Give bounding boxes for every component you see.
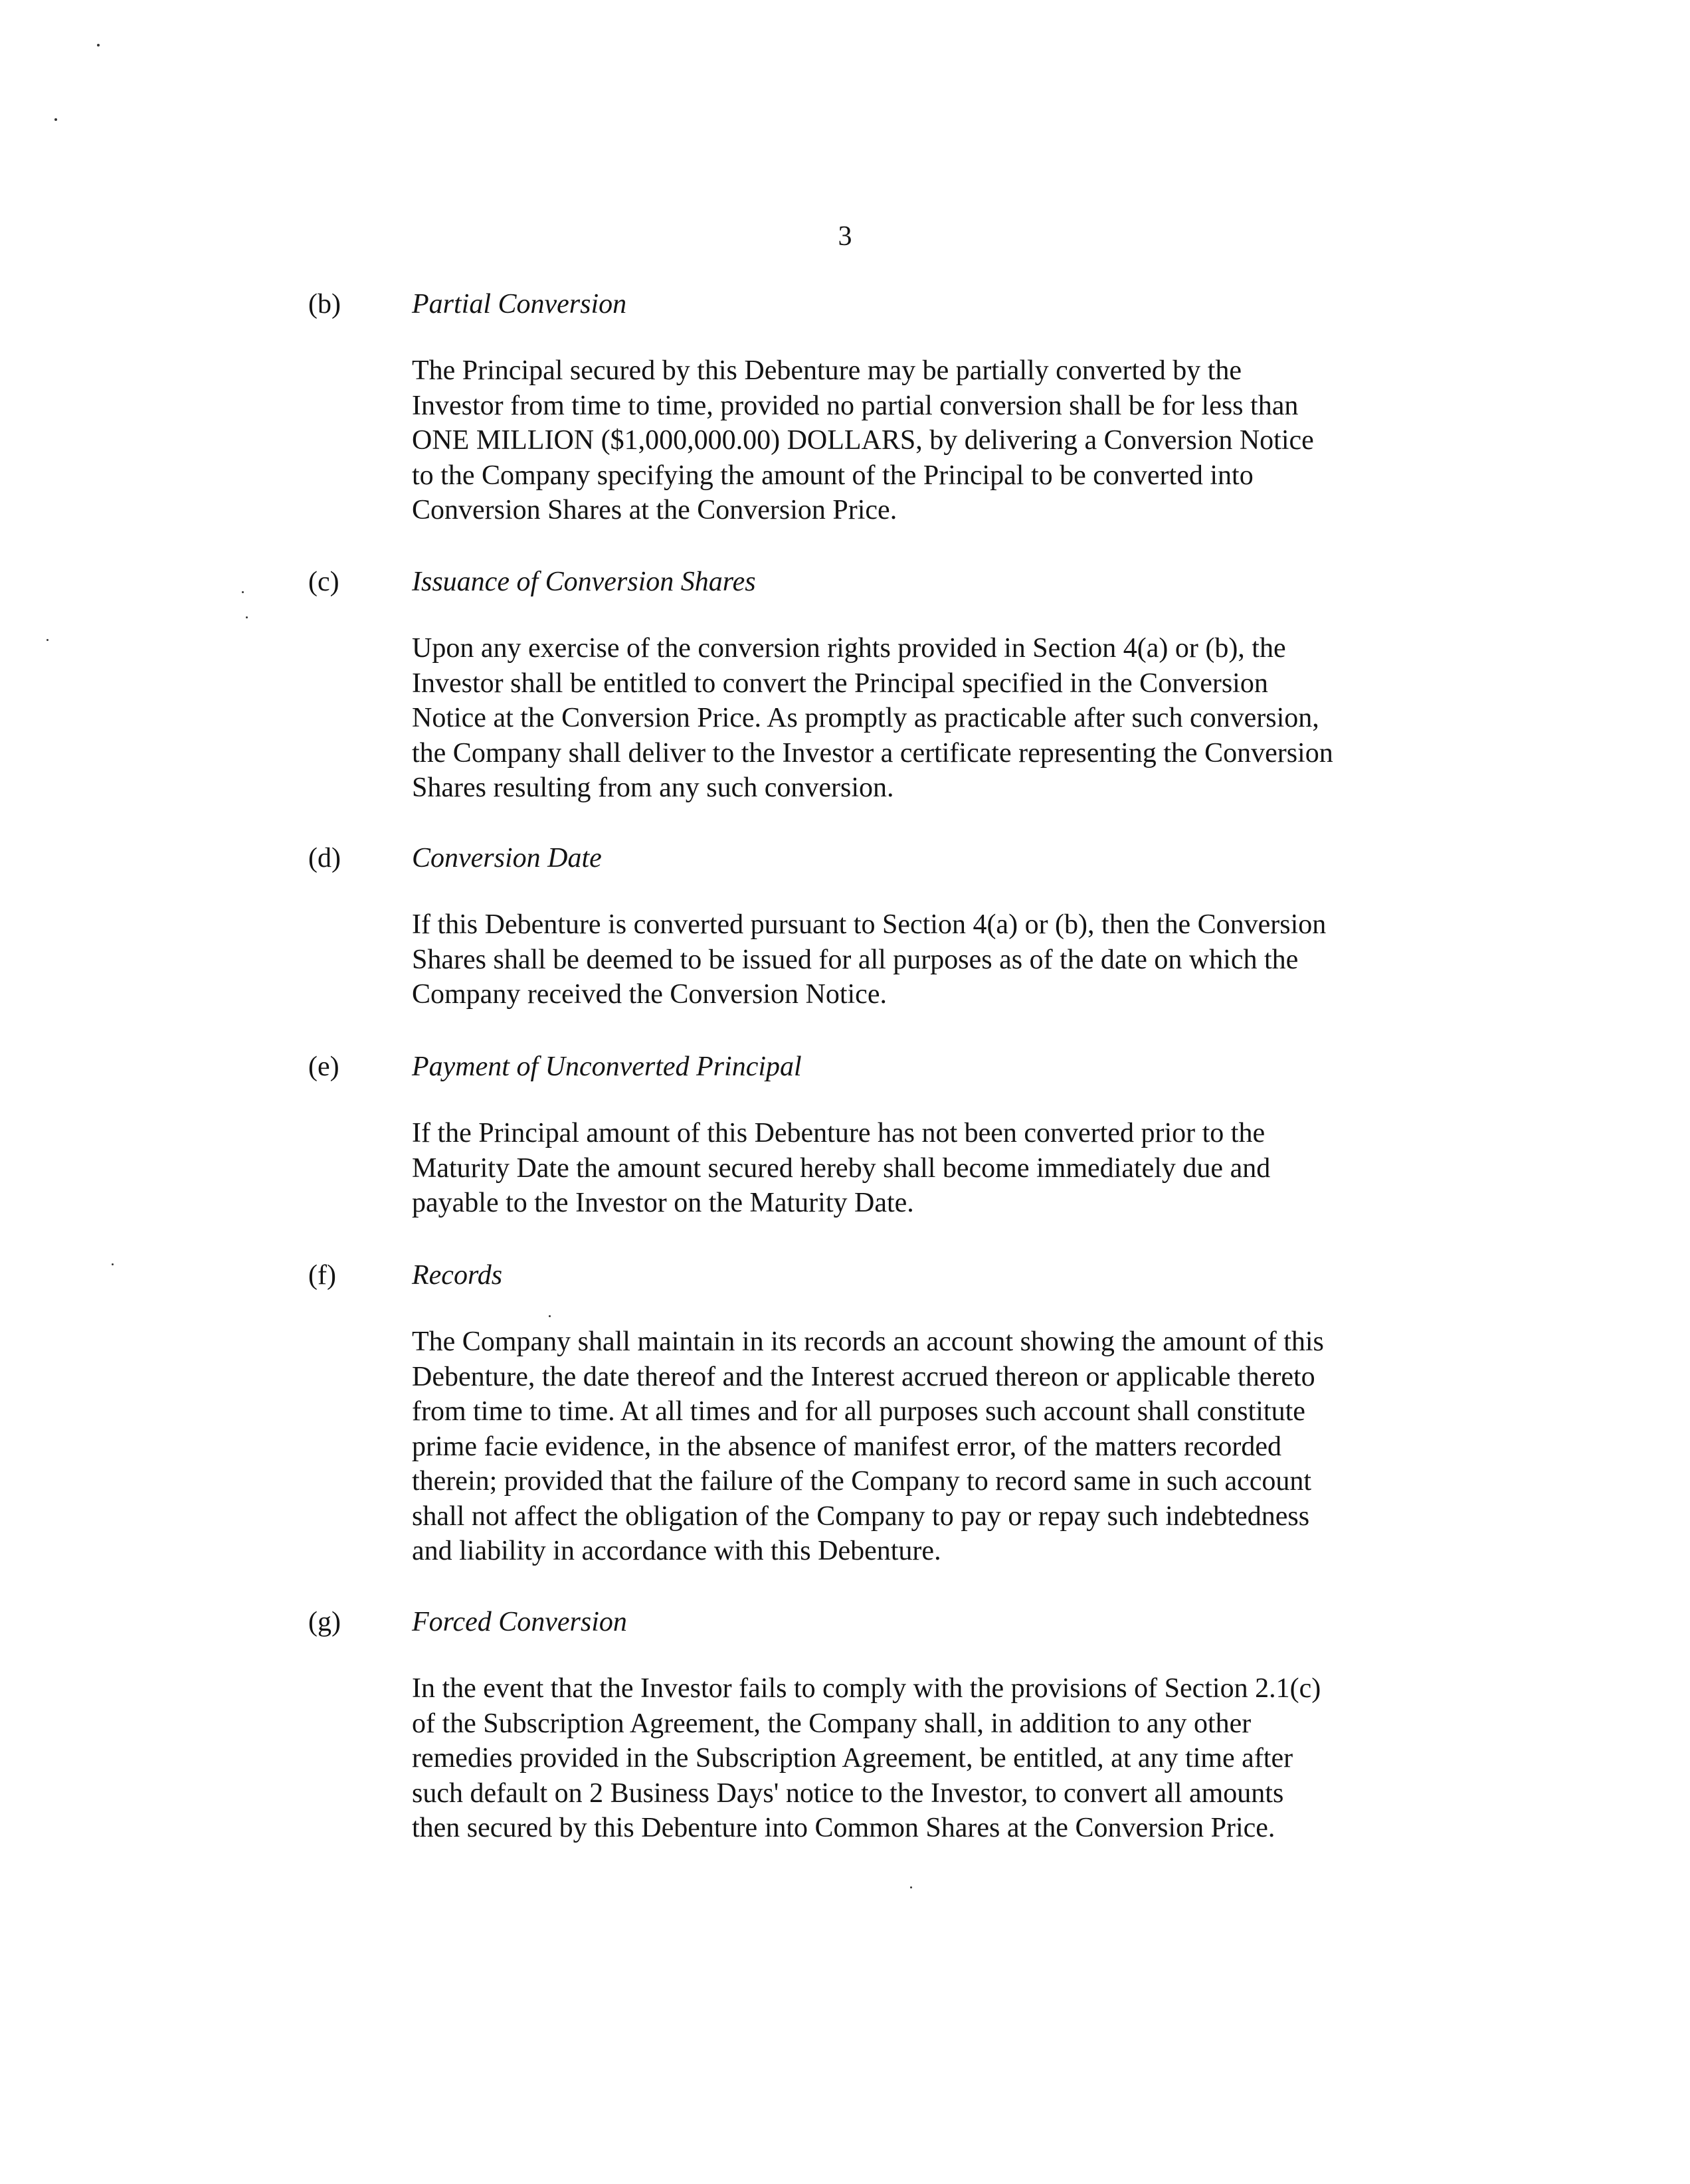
- scan-speck: [246, 616, 248, 618]
- section-body: [412, 1116, 1488, 1221]
- scan-speck: [242, 591, 244, 593]
- body-line: such default on 2 Business Days' notice to the Investor, to convert all amounts: [412, 1777, 1284, 1809]
- body-line: payable to the Investor on the Maturity Date.: [412, 1188, 914, 1218]
- body-line: The Company shall maintain in its records an account showing the amount of this: [412, 1326, 1324, 1357]
- scan-speck: [112, 1263, 114, 1265]
- body-line: Maturity Date the amount secured hereby shall become immediately due and: [412, 1152, 1271, 1184]
- body-line: Investor from time to time, provided no partial conversion shall be for less than: [412, 390, 1299, 421]
- body-line: prime facie evidence, in the absence of manifest error, of the matters recorded: [412, 1431, 1282, 1462]
- section-body: [412, 1324, 1488, 1569]
- body-line: to the Company specifying the amount of the Principal to be converted into: [412, 460, 1254, 491]
- body-line: shall not affect the obligation of the Company to pay or repay such indebtedness: [412, 1501, 1310, 1532]
- body-line: then secured by this Debenture into Common Shares at the Conversion Price.: [412, 1813, 1275, 1843]
- body-line: Shares shall be deemed to be issued for all purposes as of the date on which the: [412, 944, 1299, 975]
- body-line: Shares resulting from any such conversion.: [412, 773, 894, 803]
- body-line: If the Principal amount of this Debenture has not been converted prior to the: [412, 1118, 1266, 1148]
- body-line: In the event that the Investor fails to comply with the provisions of Section 2.1(c): [412, 1673, 1321, 1704]
- section-label: (e): [308, 1051, 339, 1082]
- body-line: of the Subscription Agreement, the Company shall, in addition to any other: [412, 1708, 1252, 1739]
- body-line: Debenture, the date thereof and the Interest accrued thereon or applicable thereto: [412, 1361, 1315, 1392]
- section-heading: Partial Conversion: [412, 289, 627, 319]
- body-line: and liability in accordance with this Debenture.: [412, 1536, 941, 1566]
- body-line: Upon any exercise of the conversion rights provided in Section 4(a) or (b), the: [412, 633, 1286, 664]
- scan-speck: [54, 118, 57, 121]
- body-line: Investor shall be entitled to convert the Principal specified in the Conversion: [412, 668, 1268, 699]
- body-line: The Principal secured by this Debenture may be partially converted by the: [412, 355, 1242, 386]
- body-line: Conversion Shares at the Conversion Price.: [412, 495, 897, 525]
- section-label: (d): [308, 843, 341, 873]
- section-label: (f): [308, 1260, 336, 1291]
- scan-speck: [47, 639, 48, 641]
- section-label: (c): [308, 567, 339, 597]
- scan-speck: [97, 44, 100, 46]
- section-body: [412, 353, 1488, 528]
- section-heading: Forced Conversion: [412, 1607, 627, 1637]
- scan-speck: [910, 1886, 912, 1888]
- body-line: therein; provided that the failure of the Company to record same in such account: [412, 1466, 1312, 1497]
- body-line: If this Debenture is converted pursuant to Section 4(a) or (b), then the Conversion: [412, 909, 1327, 940]
- section-label: (g): [308, 1607, 341, 1637]
- section-heading: Conversion Date: [412, 843, 602, 873]
- section-heading: Payment of Unconverted Principal: [412, 1051, 802, 1082]
- section-body: [412, 631, 1488, 806]
- body-line: remedies provided in the Subscription Agreement, be entitled, at any time after: [412, 1743, 1293, 1774]
- body-line: Notice at the Conversion Price. As promptly as practicable after such conversion,: [412, 703, 1319, 733]
- scan-speck: [549, 1315, 551, 1317]
- body-line: Company received the Conversion Notice.: [412, 979, 887, 1010]
- body-line: ONE MILLION ($1,000,000.00) DOLLARS, by delivering a Conversion Notice: [412, 425, 1314, 456]
- section-heading: Records: [412, 1260, 503, 1291]
- section-heading: Issuance of Conversion Shares: [412, 567, 756, 597]
- section-label: (b): [308, 289, 341, 319]
- body-line: from time to time. At all times and for all purposes such account shall constitute: [412, 1396, 1305, 1427]
- section-body: [412, 907, 1488, 1012]
- body-line: the Company shall deliver to the Investor a certificate representing the Conversion: [412, 737, 1333, 769]
- section-body: [412, 1671, 1488, 1846]
- page-number: 3: [838, 221, 852, 252]
